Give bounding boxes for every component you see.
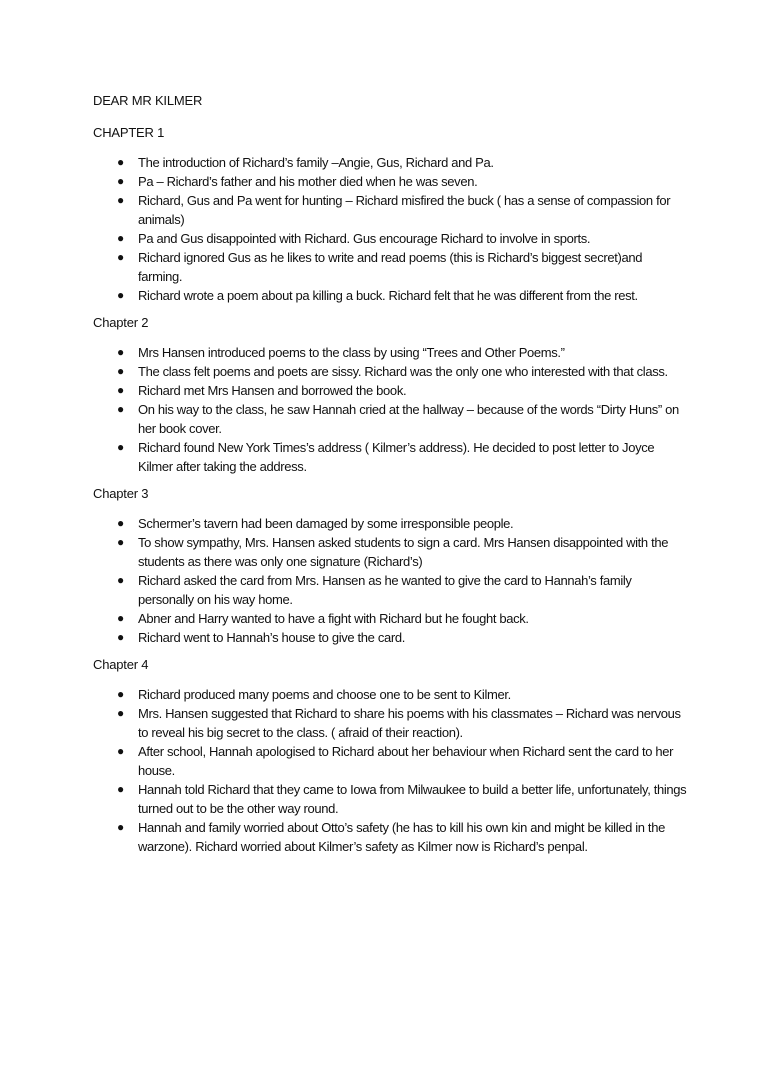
list-item <box>93 286 688 305</box>
chapter-section <box>93 313 688 476</box>
list-item <box>93 685 688 704</box>
list-item-text: Schermer’s tavern had been damaged by some irresponsible people. <box>138 516 514 531</box>
list-item-text: Richard found New York Times’s address ( Kilmer’s address). He decided to post letter to Joyce Kilmer after taking the address. <box>138 440 655 474</box>
list-item-text: Richard met Mrs Hansen and borrowed the book. <box>138 383 407 398</box>
list-item-text: On his way to the class, he saw Hannah cried at the hallway – because of the words “Dirty Huns” on her book cover. <box>138 402 679 436</box>
list-item <box>93 571 688 609</box>
list-item <box>93 191 688 229</box>
chapter-heading: CHAPTER 1 <box>93 125 165 140</box>
bullet-icon: ● <box>117 516 124 530</box>
bullet-icon: ● <box>117 364 124 378</box>
list-item-text: Abner and Harry wanted to have a fight with Richard but he fought back. <box>138 611 529 626</box>
list-item-text: The class felt poems and poets are sissy. Richard was the only one who interested with that class. <box>138 364 668 379</box>
list-item <box>93 514 688 533</box>
bullet-icon: ● <box>117 782 124 796</box>
bullet-icon: ● <box>117 535 124 549</box>
chapter-section <box>93 484 688 647</box>
list-item-text: The introduction of Richard’s family –Angie, Gus, Richard and Pa. <box>138 155 494 170</box>
list-item-text: Pa and Gus disappointed with Richard. Gus encourage Richard to involve in sports. <box>138 231 591 246</box>
list-item <box>93 742 688 780</box>
bullet-list <box>93 343 688 476</box>
bullet-icon: ● <box>117 231 124 245</box>
list-item-text: Hannah told Richard that they came to Iowa from Milwaukee to build a better life, unfortunately, things turned out to be the other way round. <box>138 782 687 816</box>
list-item-text: Hannah and family worried about Otto’s safety (he has to kill his own kin and might be killed in the warzone). Richard worried about Kilmer’s safety as Kilmer now is Richard’s penpal. <box>138 820 665 854</box>
bullet-icon: ● <box>117 706 124 720</box>
list-item <box>93 248 688 286</box>
chapter-heading: Chapter 3 <box>93 486 149 501</box>
bullet-list <box>93 685 688 856</box>
list-item <box>93 704 688 742</box>
bullet-icon: ● <box>117 440 124 454</box>
list-item <box>93 153 688 172</box>
list-item-text: Richard went to Hannah’s house to give the card. <box>138 630 405 645</box>
list-item-text: Pa – Richard’s father and his mother died when he was seven. <box>138 174 478 189</box>
bullet-icon: ● <box>117 630 124 644</box>
bullet-list <box>93 153 688 305</box>
list-item <box>93 343 688 362</box>
bullet-icon: ● <box>117 402 124 416</box>
bullet-icon: ● <box>117 383 124 397</box>
bullet-icon: ● <box>117 193 124 207</box>
chapter-section <box>93 123 688 305</box>
list-item <box>93 400 688 438</box>
list-item <box>93 628 688 647</box>
bullet-icon: ● <box>117 687 124 701</box>
chapters-container <box>93 123 688 856</box>
bullet-icon: ● <box>117 611 124 625</box>
chapter-section <box>93 655 688 856</box>
list-item-text: To show sympathy, Mrs. Hansen asked students to sign a card. Mrs Hansen disappointed with the students as there was only one signature (Richard’s) <box>138 535 669 569</box>
list-item <box>93 780 688 818</box>
list-item-text: Mrs. Hansen suggested that Richard to share his poems with his classmates – Richard was nervous to reveal his big secret to the class. ( afraid of their reaction). <box>138 706 681 740</box>
bullet-icon: ● <box>117 744 124 758</box>
list-item <box>93 362 688 381</box>
chapter-heading: Chapter 4 <box>93 657 149 672</box>
list-item-text: Richard produced many poems and choose one to be sent to Kilmer. <box>138 687 511 702</box>
bullet-icon: ● <box>117 573 124 587</box>
bullet-icon: ● <box>117 250 124 264</box>
bullet-icon: ● <box>117 174 124 188</box>
list-item <box>93 229 688 248</box>
bullet-icon: ● <box>117 155 124 169</box>
list-item <box>93 172 688 191</box>
list-item <box>93 381 688 400</box>
list-item <box>93 818 688 856</box>
list-item <box>93 609 688 628</box>
list-item-text: Richard asked the card from Mrs. Hansen as he wanted to give the card to Hannah’s family personally on his way home. <box>138 573 632 607</box>
document-title: DEAR MR KILMER <box>93 93 203 108</box>
chapter-heading: Chapter 2 <box>93 315 149 330</box>
list-item-text: Richard, Gus and Pa went for hunting – Richard misfired the buck ( has a sense of compassion for animals) <box>138 193 671 227</box>
list-item-text: After school, Hannah apologised to Richard about her behaviour when Richard sent the card to her house. <box>138 744 674 778</box>
bullet-icon: ● <box>117 820 124 834</box>
list-item-text: Richard wrote a poem about pa killing a buck. Richard felt that he was different from the rest. <box>138 288 638 303</box>
bullet-icon: ● <box>117 288 124 302</box>
bullet-icon: ● <box>117 345 124 359</box>
bullet-list <box>93 514 688 647</box>
list-item-text: Richard ignored Gus as he likes to write and read poems (this is Richard’s biggest secret)and farming. <box>138 250 643 284</box>
list-item <box>93 533 688 571</box>
list-item <box>93 438 688 476</box>
list-item-text: Mrs Hansen introduced poems to the class by using “Trees and Other Poems.” <box>138 345 565 360</box>
